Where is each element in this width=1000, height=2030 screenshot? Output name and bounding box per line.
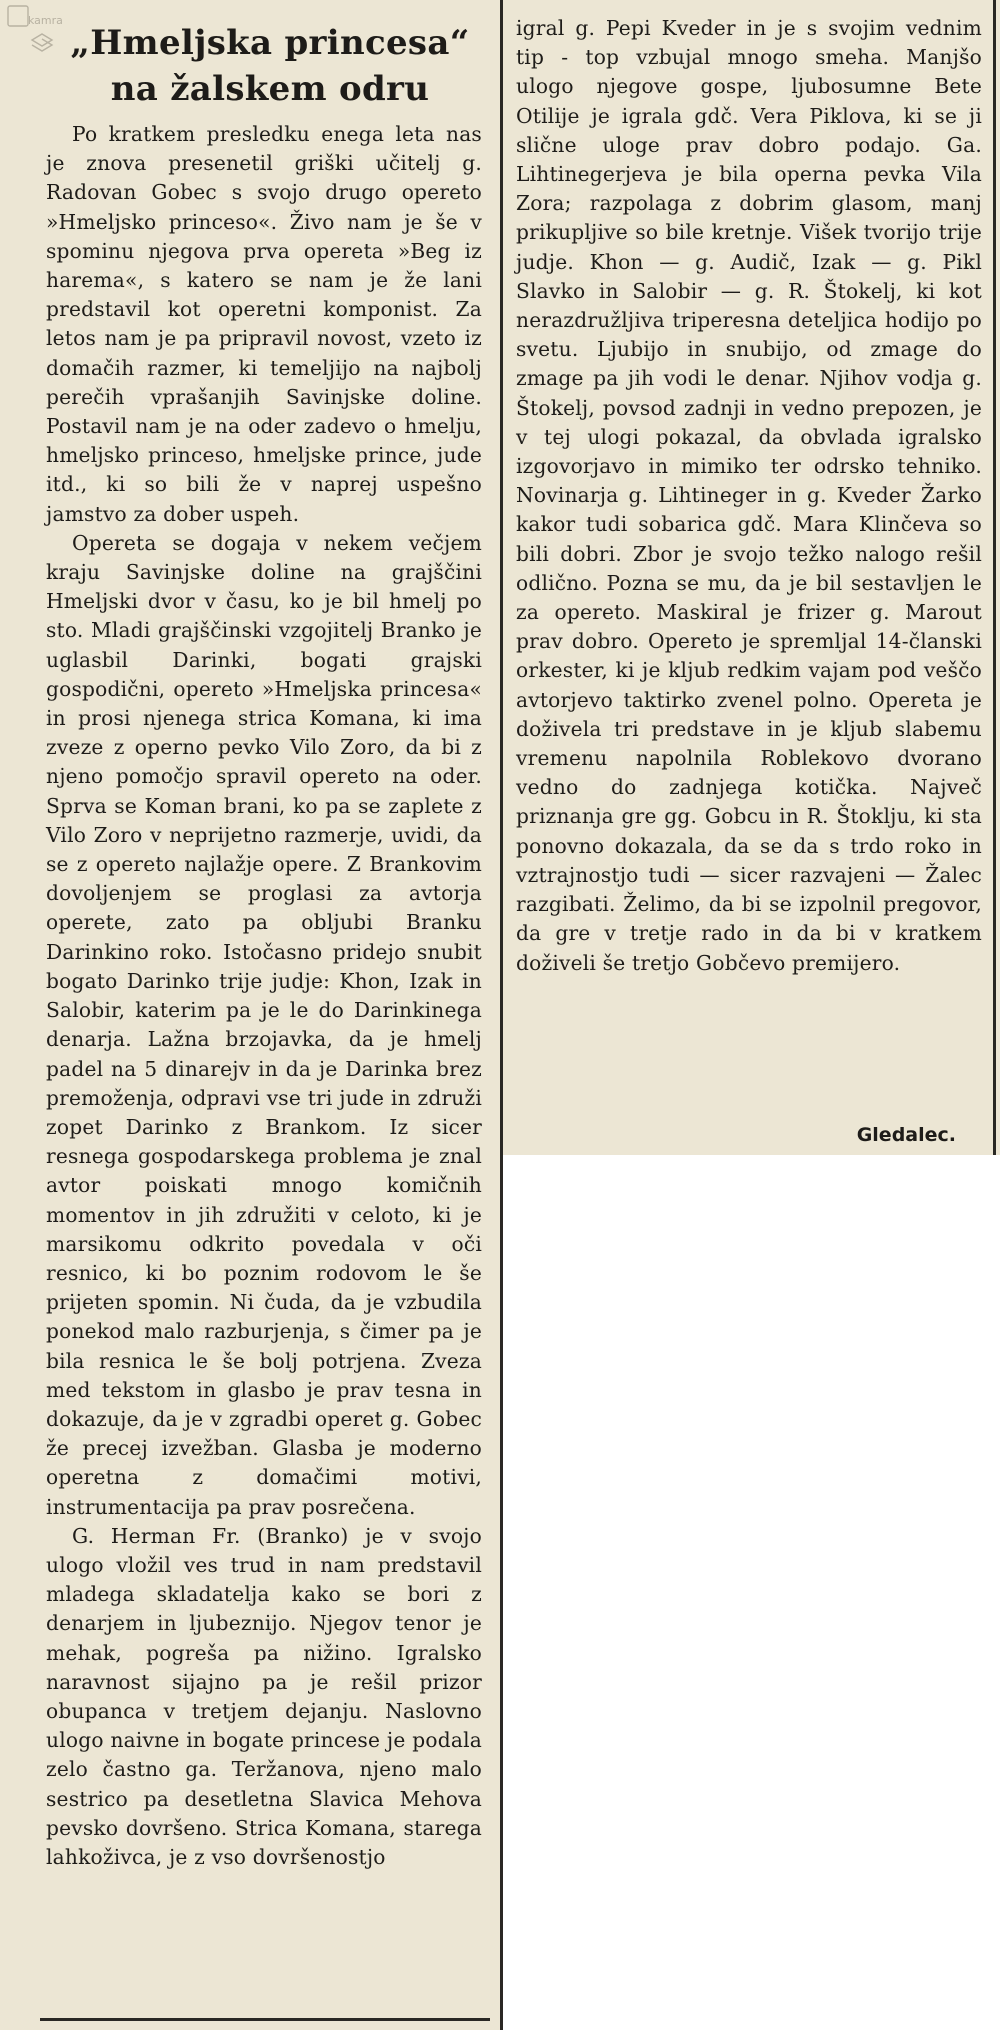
column-divider [500,0,503,2030]
paragraph: Po kratkem presledku enega leta nas je znova presenetil griški učitelj g. Radovan Gobec s svojo drugo opereto »Hmeljsko princeso«. Živo nam je še v spominu njegova prva opereta »Beg iz harema«, s katero se nam je že lani predstavil kot operetni komponist. Za letos nam je pa pripravil novost, vzeto iz domačih razmer, ki temeljijo na najbolj perečih vprašanjih Savinjske doline. Postavil nam je na oder zadevo o hmelju, hmeljsko princeso, hmeljske prince, jude itd., ki so bili že v naprej uspešno jamstvo za dober uspeh. [46,122,482,526]
paragraph: G. Herman Fr. (Branko) je v svojo ulogo vložil ves trud in nam predstavil mladega skladatelja kako se bori z denarjem in ljubeznijo. Njegov tenor je mehak, pogreša pa nižino. Igralsko naravnost sijajno pa je rešil prizor obupanca v tretjem dejanju. Naslovno ulogo naivne in bogate princese je podala zelo častno ga. Teržanova, njeno malo sestrico pa desetletna Slavica Mehova pevsko dovršeno. Strica Komana, starega lahkoživca, je z vso dovršenostjo [46,1523,482,1869]
paragraph: Opereta se dogaja v nekem večjem kraju Savinjske doline na grajščini Hmeljski dvor v času, ko je bil hmelj po sto. Mladi grajščinski vzgojitelj Branko je uglasbil Darinki, bogati grajski gospodični, opereto »Hmeljska princesa« in prosi njenega strica Komana, ki ima zveze z operno pevko Vilo Zoro, da bi z njeno pomočjo spravil opereto na oder. Sprva se Koman brani, ko pa se zaplete z Vilo Zoro v neprijetno razmerje, uvidi, da se z opereto najlažje opere. Z Brankovim dovoljenjem se proglasi za avtorja operete, zato pa obljubi Branku Darinkino roko. Istočasno pridejo snubit bogato Darinko trije judje: Khon, Izak in Salobir, katerim pa je le do Darinkinega denarja. Lažna brzojavka, da je hmelj padel na 5 dinarejv in da je Darinka brez premoženja, odpravi vse tri jude in združi zopet Darinko z Brankom. Iz sicer resnega gospodarskega problema je znal avtor poiskati mnogo komičnih momentov in jih združiti v celoto, ki je marsikomu odkrito povedala v oči resnico, ki bo poznim rodovom le še prijeten spomin. Ni čuda, da je vzbudila ponekod malo razburjenja, s čimer pa je bila resnica le še bolj potrjena. Zveza med tekstom in glasbo je prav tesna in dokazuje, da je v zgradbi operet g. Gobec že precej izvežban. Glasba je moderno operetna z domačimi motivi, instrumentacija pa prav posrečena. [46,530,482,1519]
article-signature: Gledalec. [856,1124,956,1146]
watermark-logo-icon [6,4,63,56]
logo-text: kamra [28,14,63,27]
right-border [993,0,996,1155]
paragraph: igral g. Pepi Kveder in je s svojim vednim tip - top vzbujal mnogo smeha. Manjšo ulogo njegove gospe, ljubosumne Bete Otilije je igrala gdč. Vera Piklova, ki se ji slične uloge prav dobro podajo. Ga. Lihtinegerjeva je bila operna pevka Vila Zora; razpolaga z dobrim glasom, manj prikupljive so bile kretnje. Višek tvorijo trije judje. Khon — g. Audič, Izak — g. Pikl Slavko in Salobir — g. R. Štokelj, ki kot nerazdružljiva triperesna deteljica hodijo po svetu. Ljubijo in snubijo, od zmage do zmage pa jih vodi le denar. Njihov vodja g. Štokelj, povsod zadnji in vedno prepozen, je v tej ulogi pokazal, da obvlada igralsko izgovorjavo in mimiko ter odrsko tehniko. Novinarja g. Lihtineger in g. Kveder Žarko kakor tudi sobarica gdč. Mara Klinčeva so bili dobri. Zbor je svojo težko nalogo rešil odlično. Pozna se mu, da je bil sestavljen le za opereto. Maskiral je frizer g. Marout prav dobro. Opereto je spremljal 14-članski orkester, ki je kljub redkim vajam pod veščo avtorjevo taktirko zvenel polno. Opereta je doživela tri predstave in je kljub slabemu vremenu napolnila Roblekovo dvorano vedno do zadnjega kotička. Največ priznanja gre gg. Gobcu in R. Štoklju, ki sta ponovno dokazala, da se da s trdo roko in vztrajnostjo tudi — sicer razvajeni — Žalec razgibati. Želimo, da bi se izpolnil pregovor, da gre v tretje rado in da bi v kratkem doživeli še tretjo Gobčevo premijero. [516,16,982,975]
article-body-left [46,120,482,1872]
bottom-rule [40,2018,490,2021]
article-body-right [516,14,982,978]
article-title: „Hmeljska princesa“ na žalskem odru [70,23,470,109]
